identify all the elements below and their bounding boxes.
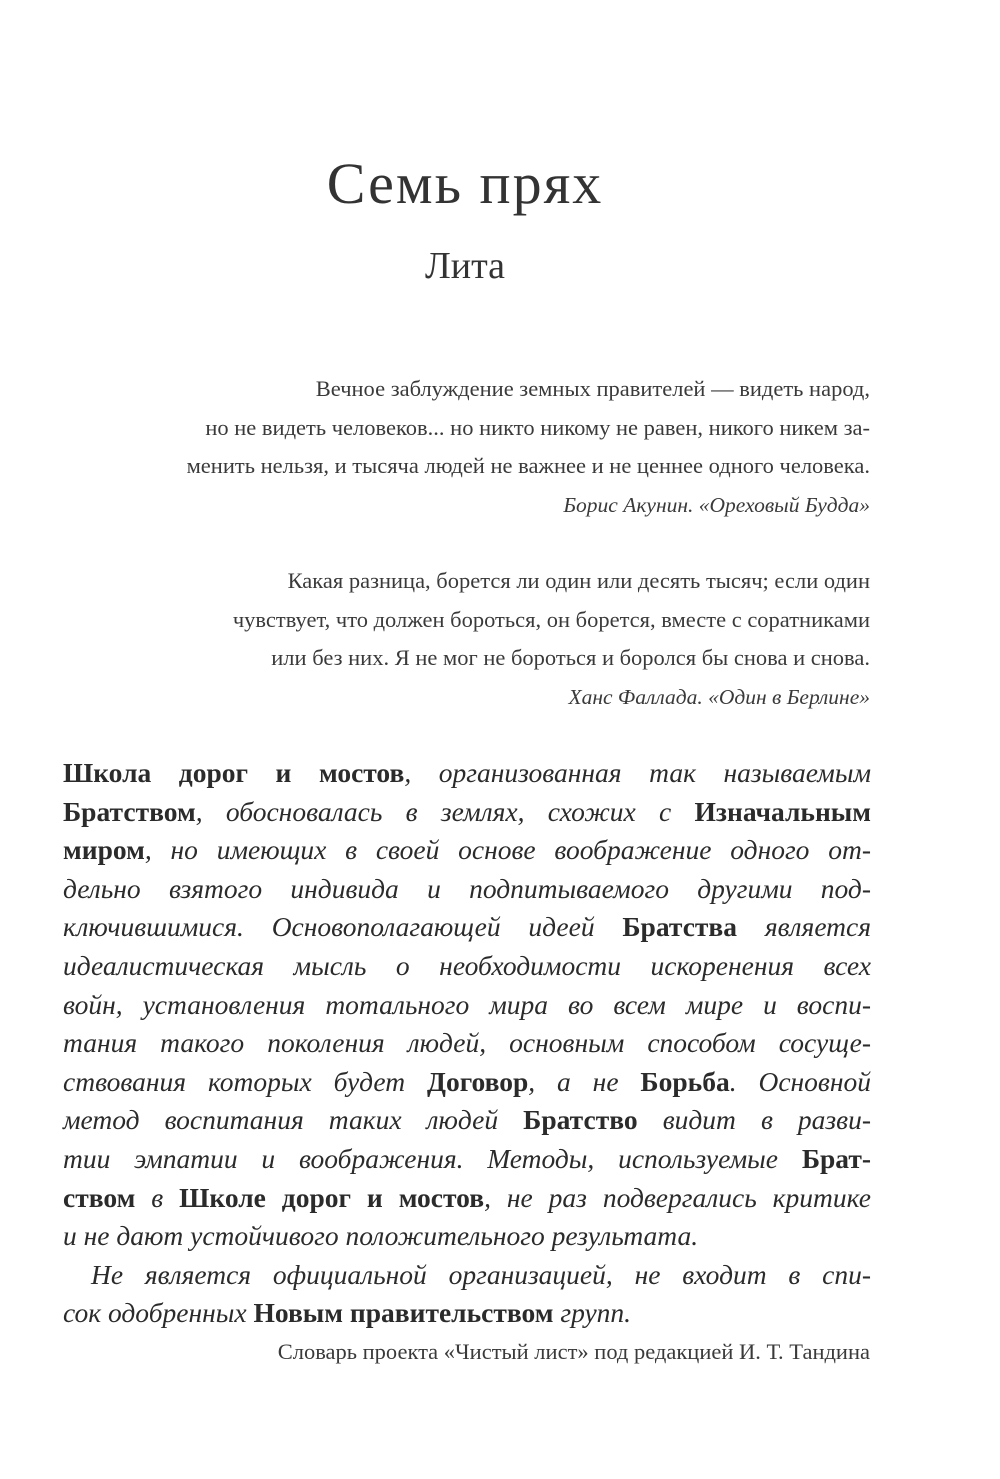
italic-text: , организованная так называемым <box>404 757 871 788</box>
bold-term: Новым правительством <box>253 1297 554 1329</box>
chapter-title: Семь прях <box>326 151 604 216</box>
bold-term: миром <box>63 834 145 866</box>
italic-text: видит в разви- <box>662 1104 871 1136</box>
italic-text: идеалистическая мысль о необходимости искоренения всех <box>63 949 871 981</box>
italic-text: ствования которых будет <box>63 1065 406 1097</box>
bold-term: Школе дорог и мостов <box>179 1181 485 1213</box>
body-line <box>63 754 871 793</box>
epigraph-line: но не видеть человеков... но никто никому не равен, никого никем за- <box>205 414 870 440</box>
dictionary-source: Словарь проекта «Чистый лист» под редакцией И. Т. Тандина <box>277 1339 870 1364</box>
italic-text: сок одобренных <box>63 1297 247 1329</box>
epigraph-line: чувствует, что должен бороться, он борется, вместе с соратниками <box>232 606 870 632</box>
epigraph-fallada <box>233 562 870 716</box>
body-line <box>63 986 871 1025</box>
body-line <box>63 1024 871 1063</box>
italic-text: ключившимися. Основополагающей идеей <box>63 911 595 943</box>
bold-term: Договор <box>427 1065 529 1097</box>
epigraph-line: Вечное заблуждение земных правителей — видеть народ, <box>315 376 870 401</box>
body-line <box>63 870 871 909</box>
body-line <box>63 1140 871 1179</box>
italic-text: , не раз подвергались критике <box>484 1181 871 1213</box>
italic-text: , но имеющих в своей основе воображение одного от- <box>144 834 871 866</box>
bold-term: Школа дорог и мостов <box>63 757 405 788</box>
italic-text: в <box>151 1181 164 1213</box>
bold-term: Братством <box>63 795 196 827</box>
bold-term: ством <box>63 1181 136 1213</box>
epigraph-attribution: Борис Акунин. «Ореховый Будда» <box>563 492 870 517</box>
dictionary-entry <box>63 754 871 1333</box>
italic-text: и не дают устойчивого положительного результата. <box>63 1220 699 1252</box>
italic-text: Не является официальной организацией, не входит в спи- <box>91 1258 871 1290</box>
epigraph-akunin <box>187 370 870 524</box>
body-line <box>63 831 871 870</box>
italic-text: , а не <box>528 1065 619 1097</box>
body-line <box>63 1217 871 1256</box>
body-line <box>63 793 871 832</box>
italic-text: , обосновалась в землях, схожих с <box>195 795 672 827</box>
body-line <box>63 1063 871 1102</box>
body-line <box>63 1179 871 1218</box>
italic-text: тания такого поколения людей, основным способом сосуще- <box>63 1027 871 1059</box>
epigraph-line: менить нельзя, и тысяча людей не важнее и не ценнее одного человека. <box>186 453 870 478</box>
body-line <box>63 908 871 947</box>
italic-text: тии эмпатии и воображения. Методы, используемые <box>63 1142 779 1174</box>
chapter-subtitle: Лита <box>424 245 506 287</box>
italic-text: метод воспитания таких людей <box>63 1104 499 1136</box>
italic-text: . Основной <box>729 1065 871 1097</box>
italic-text: войн, установления тотального мира во всем мире и воспи- <box>63 988 871 1020</box>
bold-term: Изначальным <box>694 795 871 827</box>
bold-term: Брат- <box>801 1142 871 1174</box>
italic-text: является <box>764 911 872 943</box>
epigraph-line: или без них. Я не мог не бороться и боролся бы снова и снова. <box>271 645 870 670</box>
body-line <box>63 1256 871 1295</box>
bold-term: Братства <box>622 911 738 943</box>
italic-text: дельно взятого индивида и подпитываемого другими под- <box>63 872 871 904</box>
epigraph-line: Какая разница, борется ли один или десять тысяч; если один <box>287 568 870 593</box>
body-line <box>63 947 871 986</box>
bold-term: Братство <box>523 1104 638 1136</box>
body-line <box>63 1101 871 1140</box>
italic-text: групп. <box>560 1297 632 1329</box>
bold-term: Борьба <box>640 1065 730 1097</box>
epigraph-attribution: Ханс Фаллада. «Один в Берлине» <box>568 684 870 709</box>
body-line <box>63 1294 871 1333</box>
